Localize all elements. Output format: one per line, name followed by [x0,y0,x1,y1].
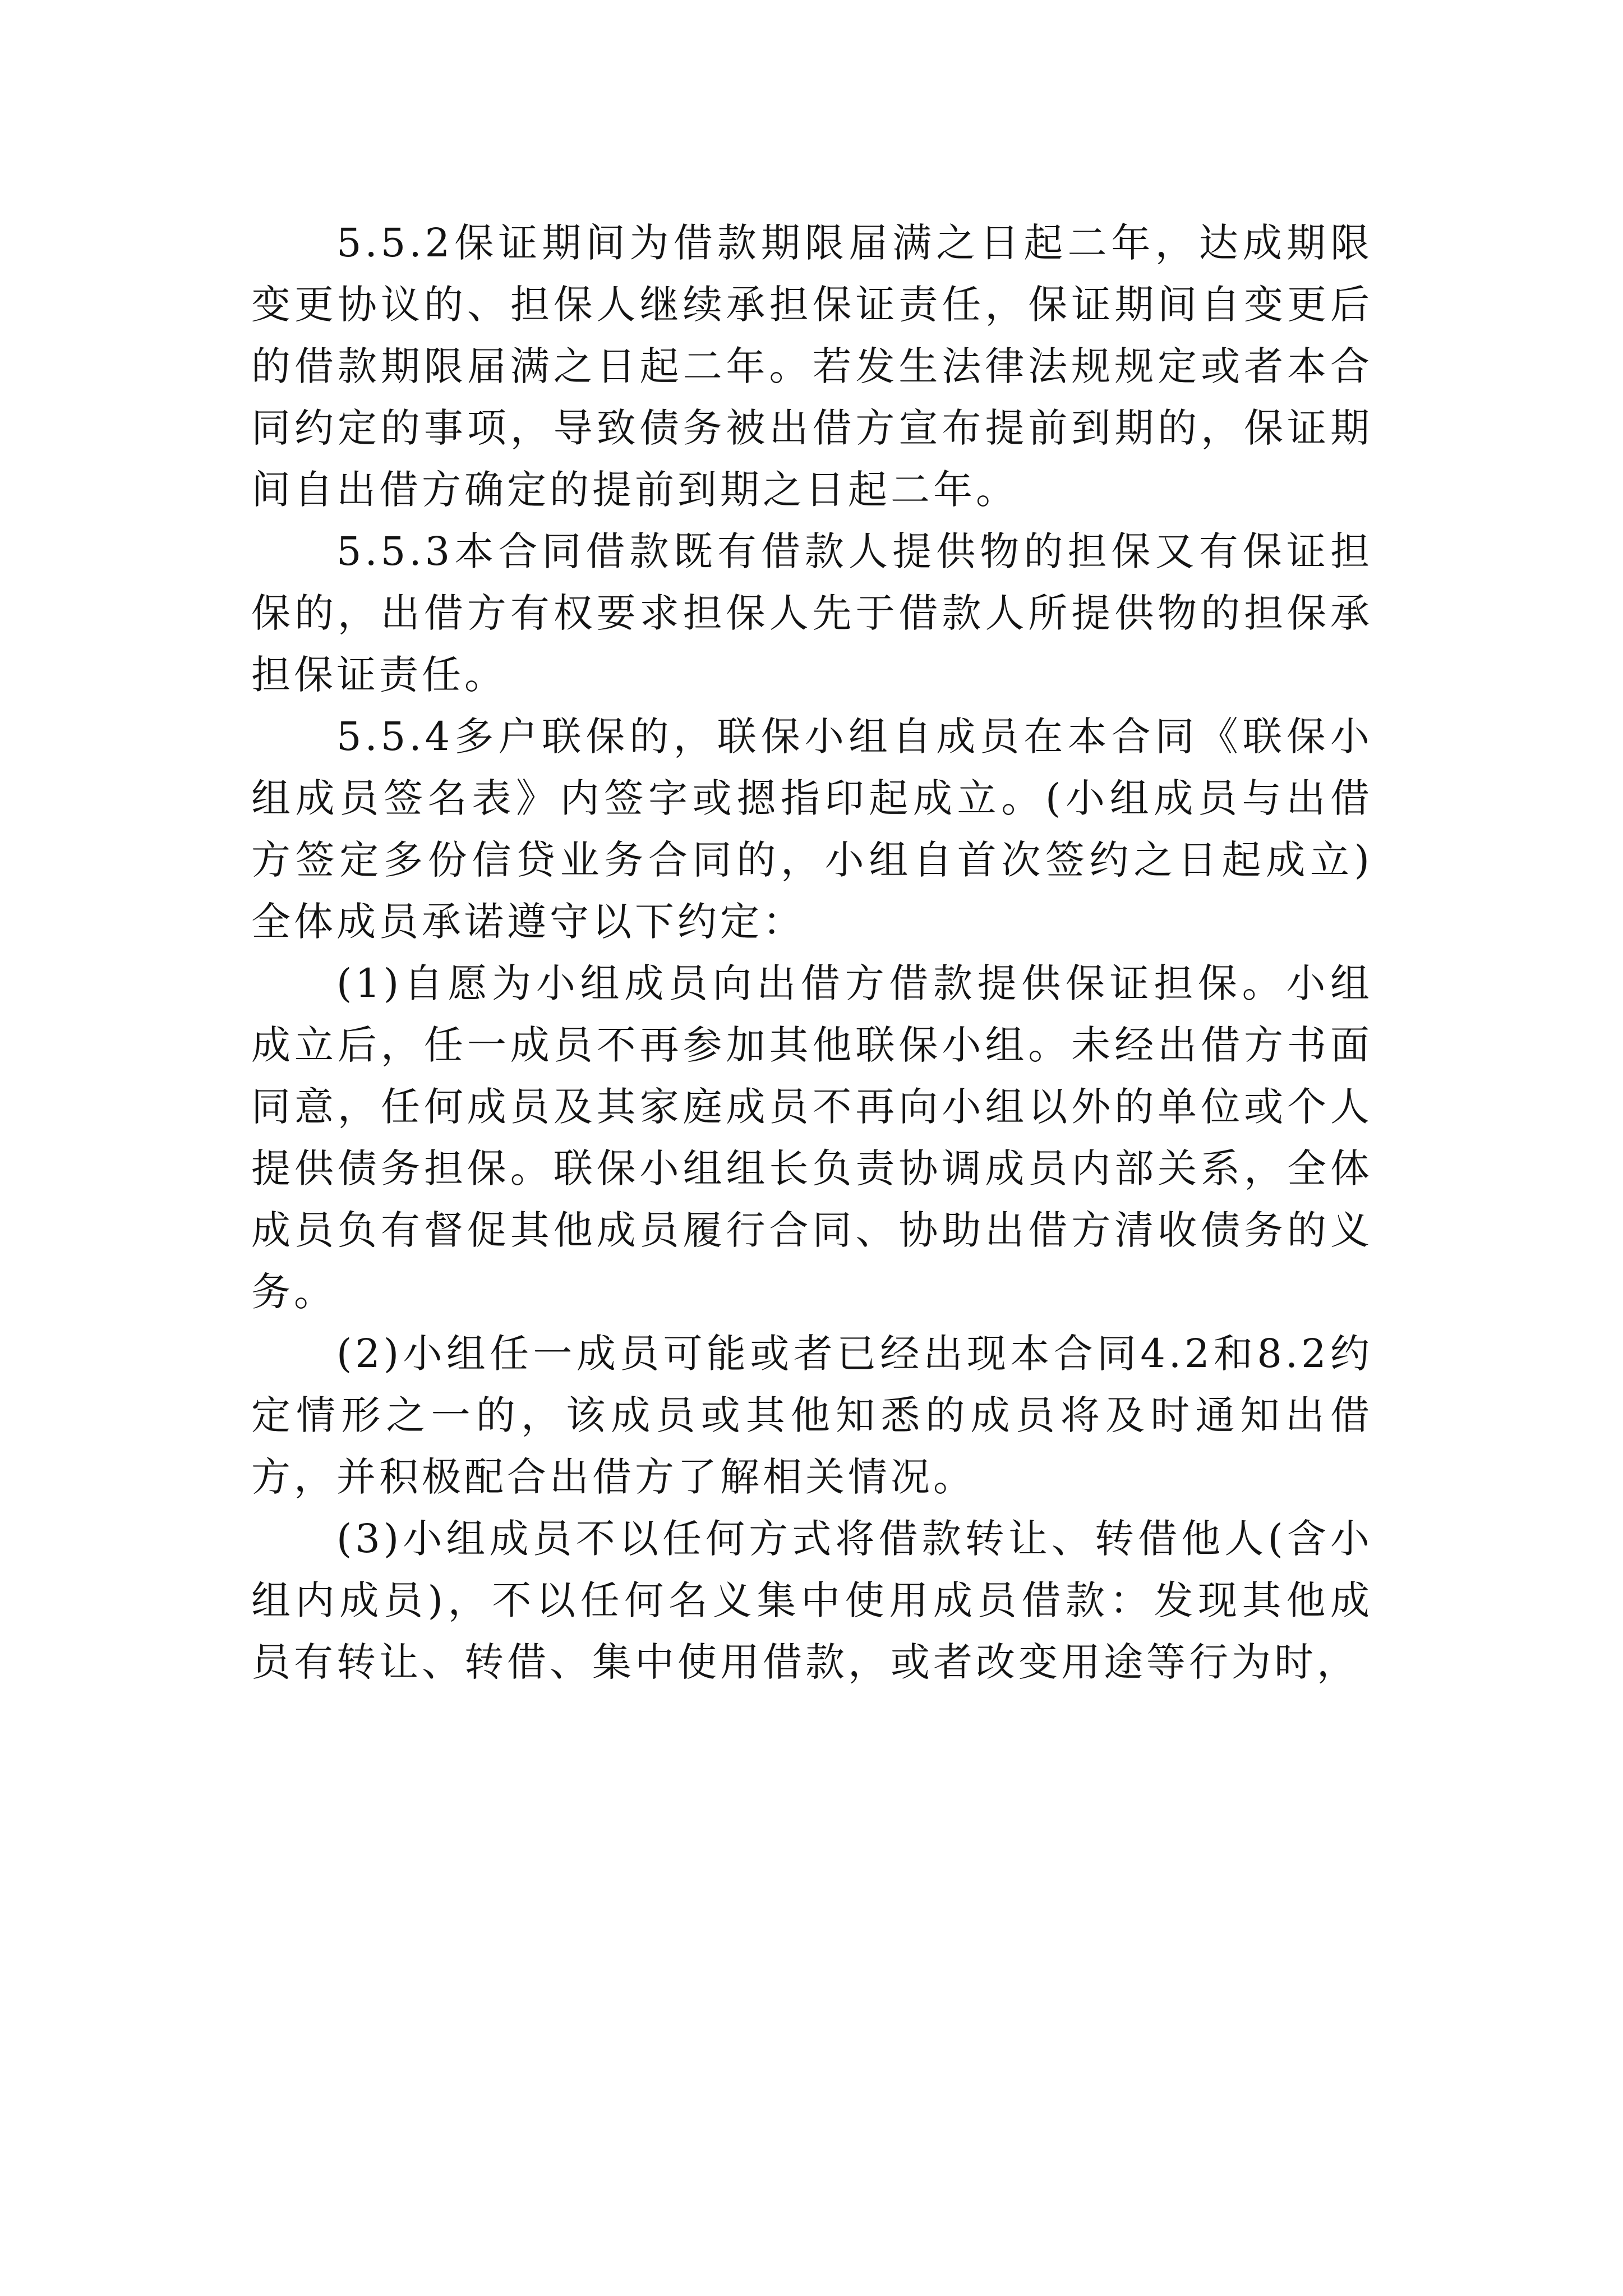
document-body [251,212,1373,1693]
paragraph-item-2: (2)小组任一成员可能或者已经出现本合同4.2和8.2约定情形之一的，该成员或其他知悉的成员将及时通知出借方，并积极配合出借方了解相关情况。 [251,1331,1373,1500]
paragraph-5-5-2: 5.5.2保证期间为借款期限届满之日起二年，达成期限变更协议的、担保人继续承担保证责任，保证期间自变更后的借款期限届满之日起二年。若发生法律法规规定或者本合同约定的事项，导致债务被出借方宣布提前到期的，保证期间自出借方确定的提前到期之日起二年。 [251,220,1373,513]
paragraph-item-1: (1)自愿为小组成员向出借方借款提供保证担保。小组成立后，任一成员不再参加其他联保小组。未经出借方书面同意，任何成员及其家庭成员不再向小组以外的单位或个人提供债务担保。联保小组组长负责协调成员内部关系，全体成员负有督促其他成员履行合同、协助出借方清收债务的义务。 [251,960,1373,1315]
paragraph-5-5-4: 5.5.4多户联保的，联保小组自成员在本合同《联保小组成员签名表》内签字或摁指印起成立。(小组成员与出借方签定多份信贷业务合同的，小组自首次签约之日起成立)全体成员承诺遵守以下约定： [251,714,1373,945]
paragraph-5-5-3: 5.5.3本合同借款既有借款人提供物的担保又有保证担保的，出借方有权要求担保人先于借款人所提供物的担保承担保证责任。 [251,528,1373,698]
paragraph-item-3: (3)小组成员不以任何方式将借款转让、转借他人(含小组内成员)，不以任何名义集中使用成员借款：发现其他成员有转让、转借、集中使用借款，或者改变用途等行为时， [251,1516,1373,1685]
